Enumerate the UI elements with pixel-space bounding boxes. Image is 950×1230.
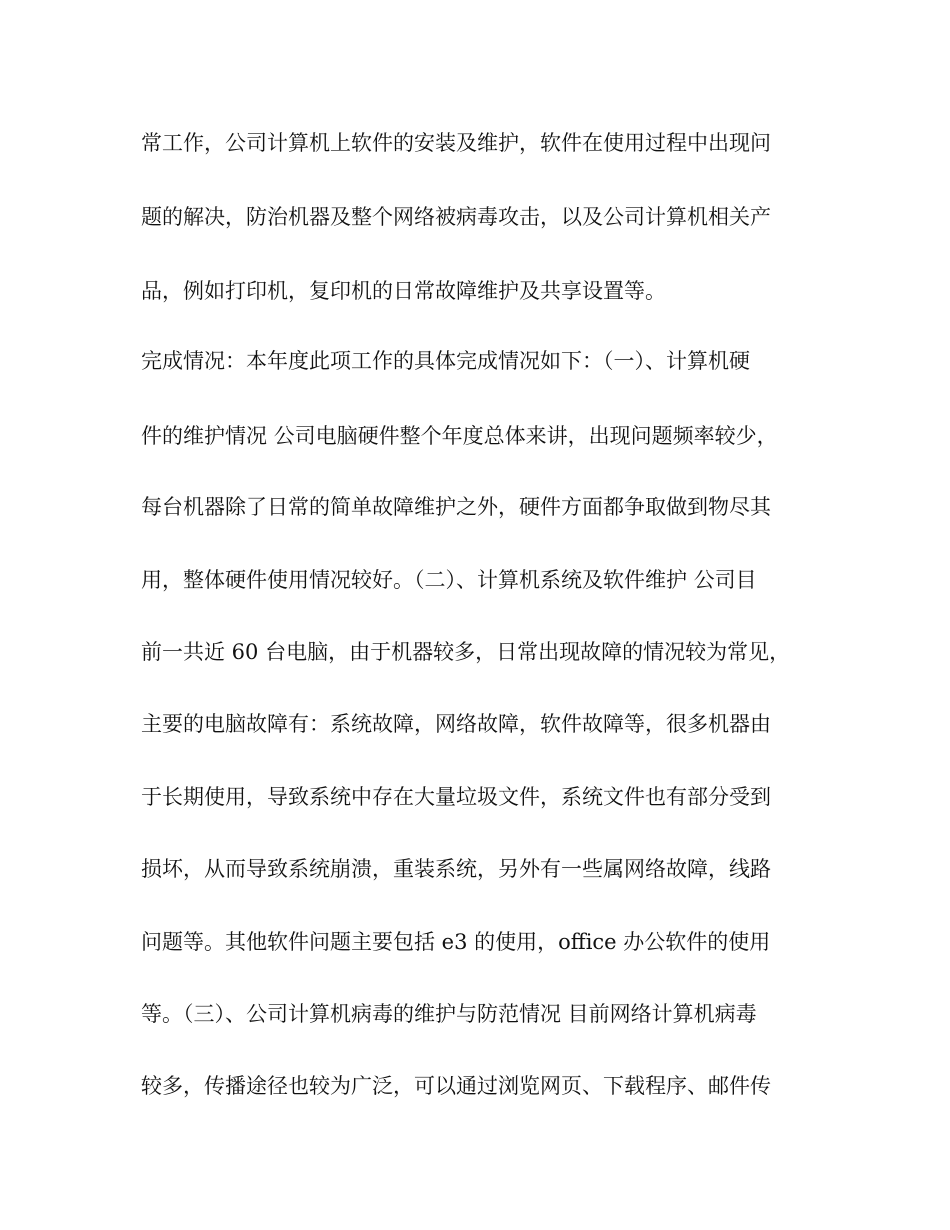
text-line: 前一共近 60 台电脑，由于机器较多，日常出现故障的情况较为常见， (141, 640, 791, 664)
text-line: 题的解决，防治机器及整个网络被病毒攻击，以及公司计算机相关产 (141, 205, 771, 229)
text-line: 等。（三）、公司计算机病毒的维护与防范情况 目前网络计算机病毒 (141, 1002, 757, 1026)
text-line: 用，整体硬件使用情况较好。（二）、计算机系统及软件维护 公司目 (141, 568, 757, 592)
text-line: 损坏，从而导致系统崩溃，重装系统，另外有一些属网络故障，线路 (141, 857, 771, 881)
text-line: 主要的电脑故障有：系统故障，网络故障，软件故障等，很多机器由 (141, 712, 771, 736)
text-line: 品，例如打印机，复印机的日常故障维护及共享设置等。 (141, 279, 666, 303)
text-line: 于长期使用，导致系统中存在大量垃圾文件，系统文件也有部分受到 (141, 785, 771, 809)
text-line: 件的维护情况 公司电脑硬件整个年度总体来讲，出现问题频率较少， (141, 424, 778, 448)
text-line: 完成情况：本年度此项工作的具体完成情况如下：（一）、计算机硬 (141, 349, 750, 373)
text-line: 较多，传播途径也较为广泛，可以通过浏览网页、下载程序、邮件传 (141, 1074, 771, 1098)
text-line: 常工作，公司计算机上软件的安装及维护，软件在使用过程中出现问 (141, 131, 771, 155)
text-line: 每台机器除了日常的简单故障维护之外，硬件方面都争取做到物尽其 (141, 495, 771, 519)
text-line: 问题等。其他软件问题主要包括 e3 的使用，office 办公软件的使用 (141, 930, 771, 954)
